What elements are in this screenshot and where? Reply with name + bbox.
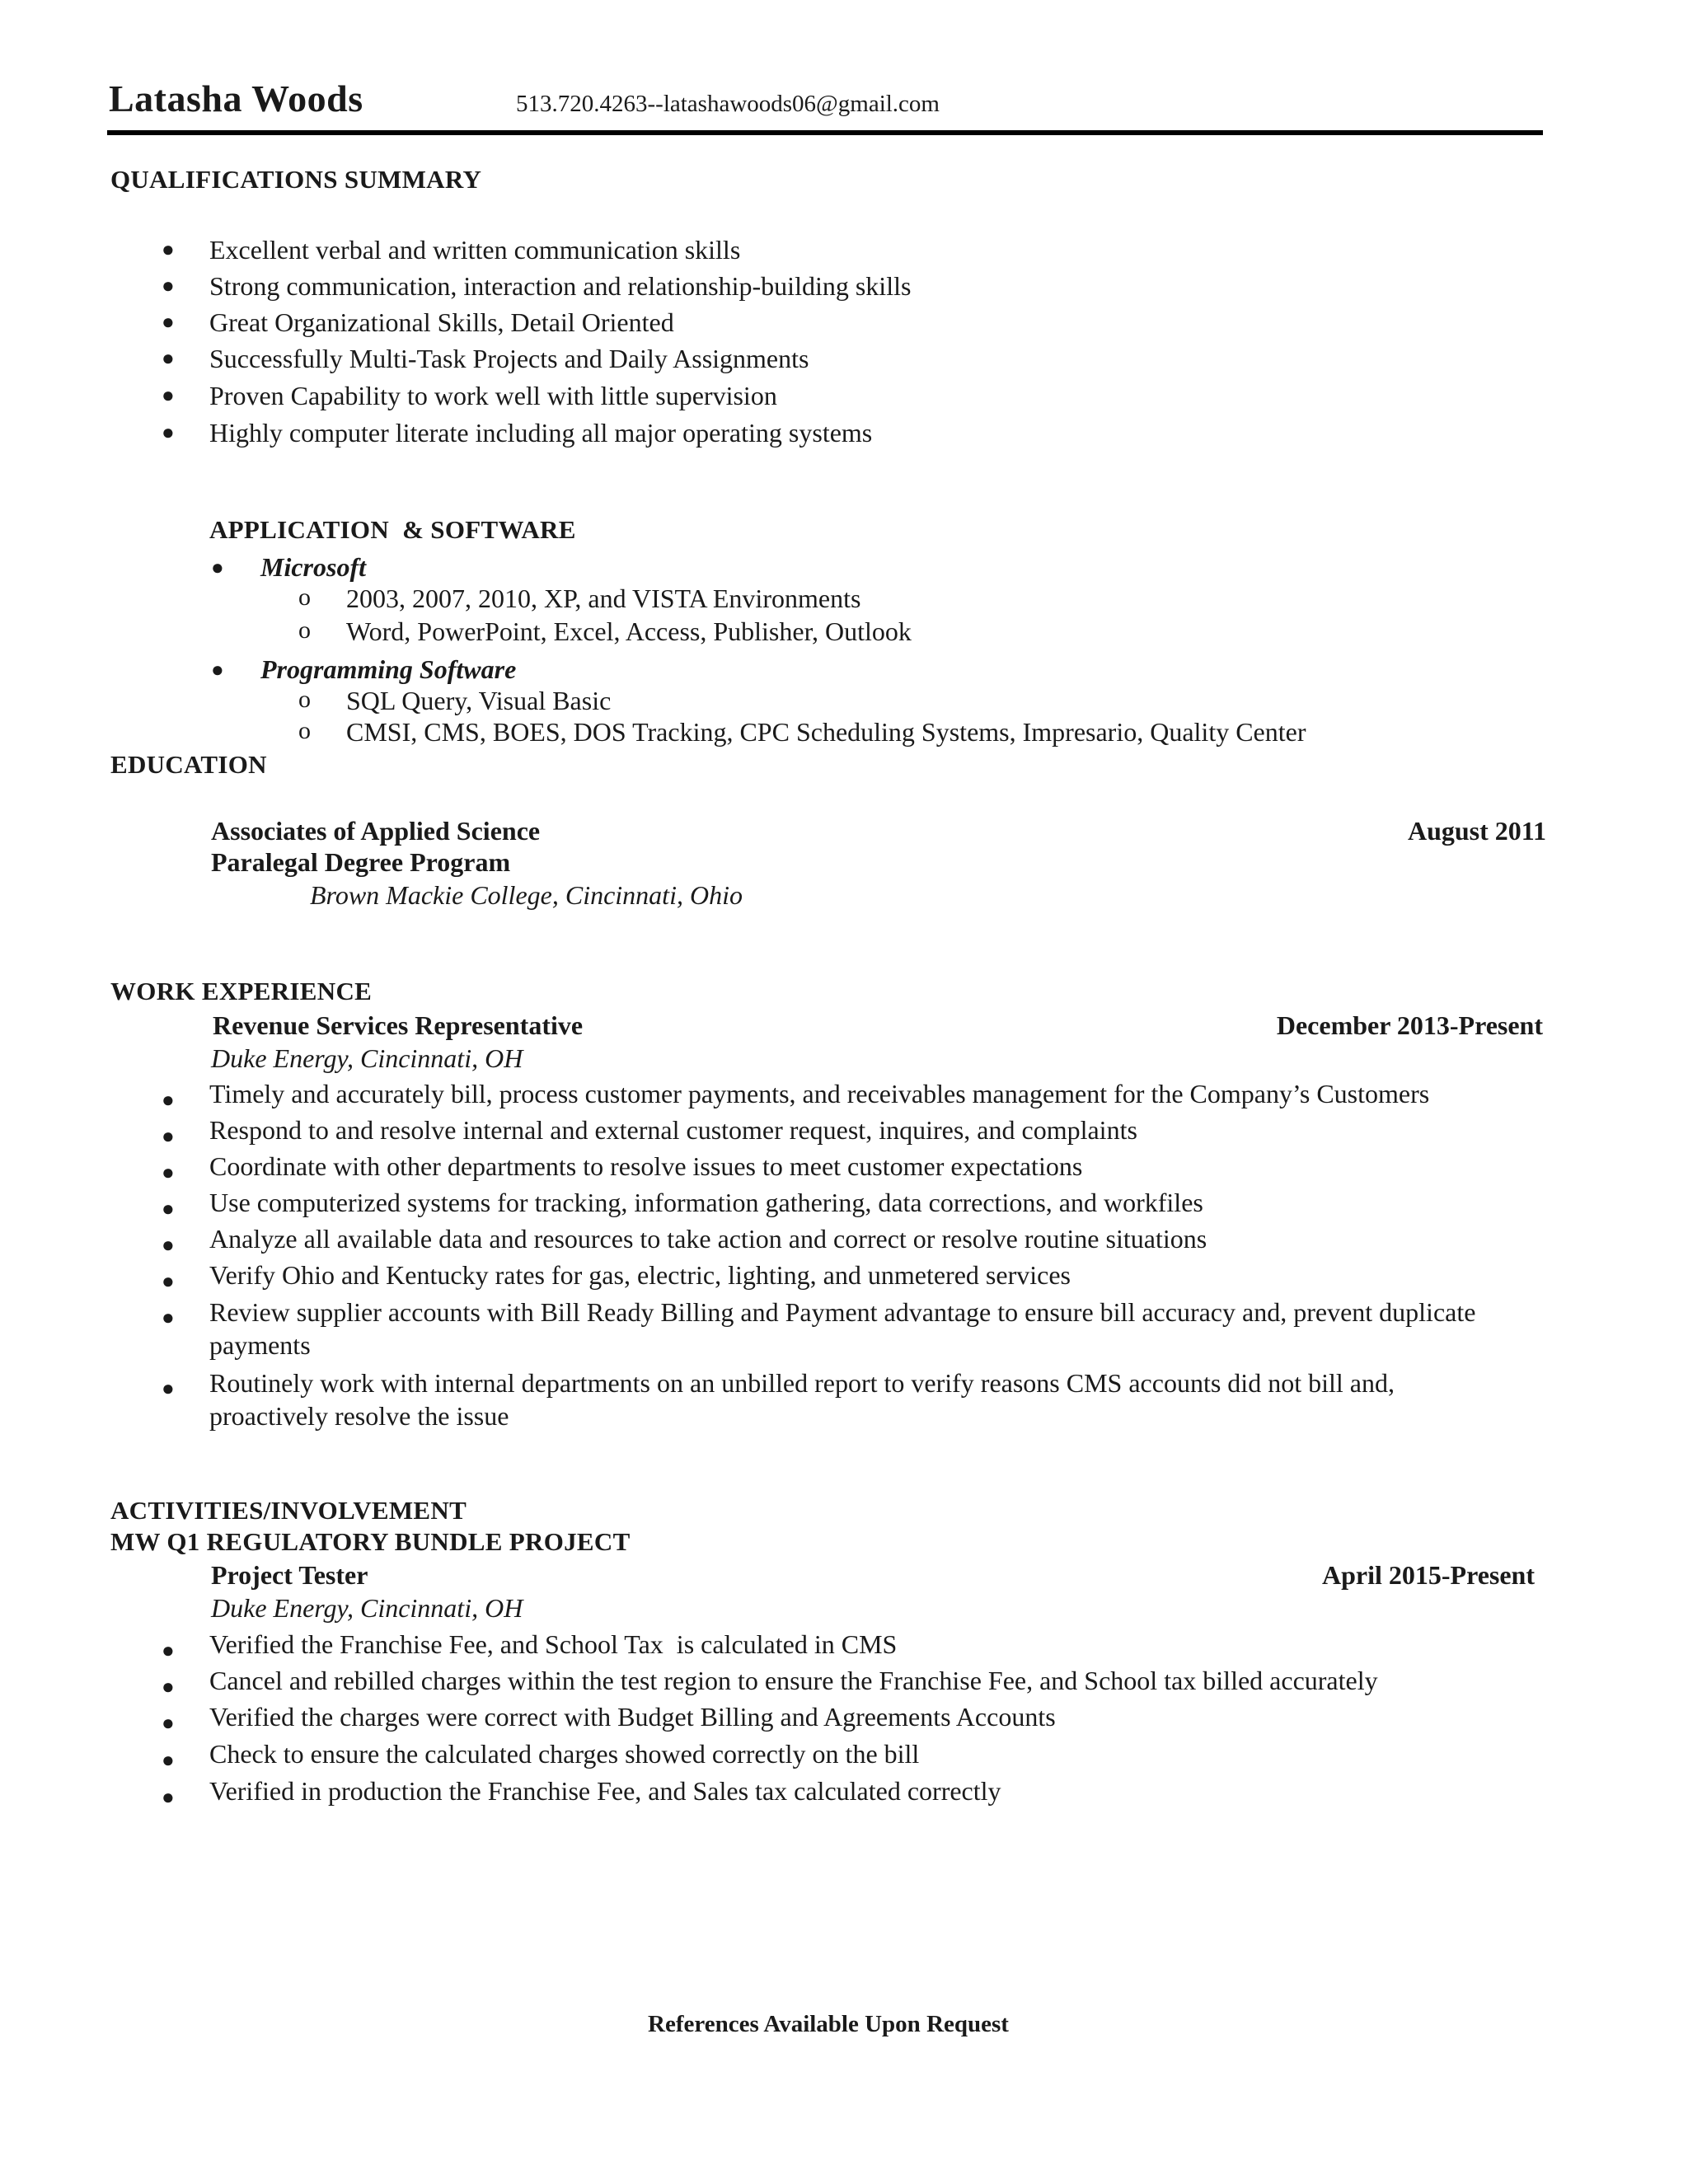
list-item: Routinely work with internal departments on an unbilled report to verify reasons CMS accounts did not bill and, proactively resolve the issue	[209, 1368, 1395, 1431]
bullet: ●	[162, 1233, 175, 1257]
list-item: Verified the Franchise Fee, and School Tax is calculated in CMS	[209, 1629, 898, 1659]
list-item: Verified in production the Franchise Fee, and Sales tax calculated correctly	[209, 1776, 1001, 1806]
bullet: ●	[211, 555, 224, 579]
bullet: ●	[162, 274, 175, 298]
list-item: Timely and accurately bill, process customer payments, and receivables management for the Company’s Customers	[209, 1079, 1430, 1108]
list-item: Coordinate with other departments to resolve issues to meet customer expectations	[209, 1151, 1083, 1181]
bullet: ●	[162, 1675, 175, 1699]
list-item: Proven Capability to work well with little supervision	[209, 381, 777, 410]
work-heading: WORK EXPERIENCE	[110, 977, 373, 1005]
company-name: Duke Energy, Cincinnati, OH	[211, 1043, 523, 1073]
bullet: ●	[162, 310, 175, 334]
activities-heading: ACTIVITIES/INVOLVEMENT	[110, 1496, 467, 1525]
software-group-title: Microsoft	[260, 552, 366, 582]
bullet: ●	[162, 1160, 175, 1184]
list-item: Successfully Multi-Task Projects and Daily Assignments	[209, 344, 809, 373]
bullet: ●	[162, 1088, 175, 1112]
bullet: ●	[162, 383, 175, 407]
bullet: ●	[162, 1305, 175, 1329]
header-rule	[107, 130, 1543, 135]
degree-title: Associates of Applied Science	[211, 816, 541, 846]
sub-bullet: o	[298, 616, 311, 644]
sub-bullet: o	[298, 583, 311, 611]
project-role: Project Tester	[211, 1560, 368, 1590]
list-item: Verify Ohio and Kentucky rates for gas, electric, lighting, and unmetered services	[209, 1260, 1071, 1290]
bullet: ●	[162, 420, 175, 444]
list-item: Check to ensure the calculated charges showed correctly on the bill	[209, 1739, 920, 1769]
bullet: ●	[162, 1748, 175, 1772]
list-item: Great Organizational Skills, Detail Oriented	[209, 307, 674, 337]
job-date: December 2013-Present	[1276, 1010, 1543, 1040]
list-item: Analyze all available data and resources to take action and correct or resolve routine situations	[209, 1224, 1207, 1254]
project-date: April 2015-Present	[1321, 1560, 1535, 1590]
education-date: August 2011	[1407, 816, 1546, 846]
education-heading: EDUCATION	[110, 750, 267, 779]
degree-program: Paralegal Degree Program	[211, 847, 511, 877]
list-item: Respond to and resolve internal and external customer request, inquires, and complaints	[209, 1115, 1137, 1145]
software-group-title: Programming Software	[260, 654, 517, 684]
bullet: ●	[162, 346, 175, 370]
sub-bullet: o	[298, 717, 311, 744]
list-item: Highly computer literate including all major operating systems	[209, 418, 873, 448]
list-item: Strong communication, interaction and relationship-building skills	[209, 271, 912, 301]
list-item: Review supplier accounts with Bill Ready Billing and Payment advantage to ensure bill accuracy and, prevent duplicate payments	[209, 1297, 1476, 1360]
bullet: ●	[162, 1785, 175, 1809]
bullet: ●	[211, 658, 224, 682]
list-item: SQL Query, Visual Basic	[346, 686, 612, 715]
bullet: ●	[162, 1124, 175, 1148]
list-item: Use computerized systems for tracking, information gathering, data corrections, and workfiles	[209, 1188, 1203, 1217]
list-item: Verified the charges were correct with Budget Billing and Agreements Accounts	[209, 1702, 1056, 1732]
contact-info: 513.720.4263--latashawoods06@gmail.com	[516, 91, 940, 117]
job-title: Revenue Services Representative	[213, 1010, 584, 1040]
references-note: References Available Upon Request	[648, 2011, 1009, 2037]
bullet: ●	[162, 1269, 175, 1293]
school-name: Brown Mackie College, Cincinnati, Ohio	[310, 880, 743, 910]
bullet: ●	[162, 237, 175, 261]
list-item: CMSI, CMS, BOES, DOS Tracking, CPC Scheduling Systems, Impresario, Quality Center	[346, 717, 1306, 747]
software-heading: APPLICATION & SOFTWARE	[209, 515, 576, 544]
qualifications-heading: QUALIFICATIONS SUMMARY	[110, 165, 482, 194]
list-item: 2003, 2007, 2010, XP, and VISTA Environments	[346, 583, 861, 613]
list-item: Cancel and rebilled charges within the test region to ensure the Franchise Fee, and School tax billed accurately	[209, 1666, 1378, 1695]
list-item: Excellent verbal and written communication skills	[209, 235, 741, 265]
company-name: Duke Energy, Cincinnati, OH	[211, 1593, 523, 1623]
sub-bullet: o	[298, 686, 311, 713]
resume-name: Latasha Woods	[109, 77, 363, 120]
bullet: ●	[162, 1376, 175, 1400]
bullet: ●	[162, 1711, 175, 1735]
project-name: MW Q1 REGULATORY BUNDLE PROJECT	[110, 1527, 631, 1556]
list-item: Word, PowerPoint, Excel, Access, Publisher, Outlook	[346, 616, 912, 646]
bullet: ●	[162, 1197, 175, 1221]
bullet: ●	[162, 1638, 175, 1662]
